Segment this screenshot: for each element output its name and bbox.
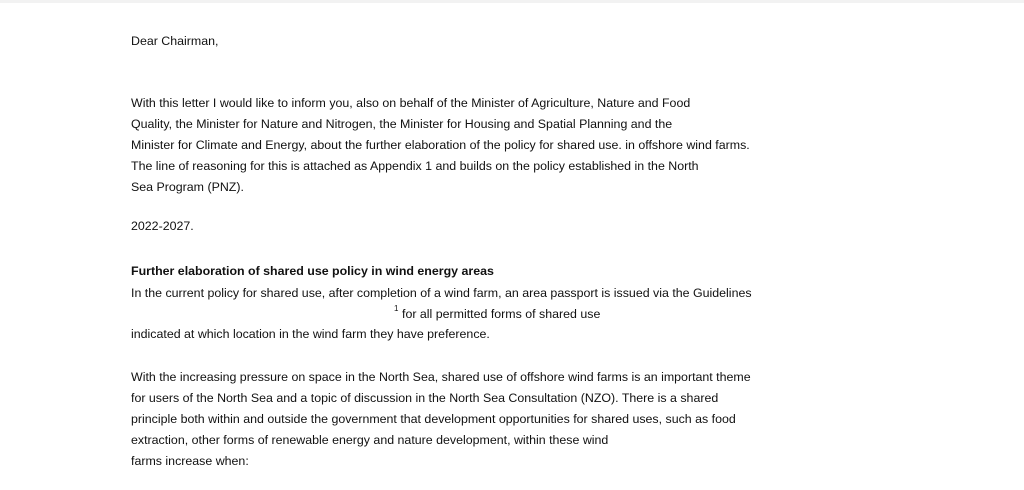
pressure-line: farms increase when: — [131, 454, 249, 468]
pressure-line: extraction, other forms of renewable energy and nature development, within these wind — [131, 433, 609, 447]
intro-line: With this letter I would like to inform you, also on behalf of the Minister of Agriculture, Nature and Food — [131, 96, 691, 110]
intro-line: The line of reasoning for this is attached as Appendix 1 and builds on the policy established in the North — [131, 159, 699, 173]
intro-line: Minister for Climate and Energy, about the further elaboration of the policy for shared use. in offshore wind farms. — [131, 138, 750, 152]
policy-line: indicated at which location in the wind farm they have preference. — [131, 327, 490, 341]
pressure-line: for users of the North Sea and a topic of discussion in the North Sea Consultation (NZO). There is a shared — [131, 391, 719, 405]
policy-line: for all permitted forms of shared use — [402, 307, 601, 321]
intro-line: Quality, the Minister for Nature and Nitrogen, the Minister for Housing and Spatial Planning and the — [131, 117, 673, 131]
intro-line: Sea Program (PNZ). — [131, 180, 244, 194]
salutation: Dear Chairman, — [131, 34, 219, 48]
section-heading: Further elaboration of shared use policy in wind energy areas — [131, 264, 494, 278]
period-text: 2022-2027. — [131, 219, 194, 233]
page-top-edge — [0, 0, 1024, 3]
policy-line: In the current policy for shared use, after completion of a wind farm, an area passport is issued via the Guidelines — [131, 286, 752, 300]
footnote-marker: 1 — [394, 304, 399, 313]
pressure-line: principle both within and outside the government that development opportunities for shared uses, such as food — [131, 412, 736, 426]
pressure-line: With the increasing pressure on space in the North Sea, shared use of offshore wind farms is an important theme — [131, 370, 751, 384]
